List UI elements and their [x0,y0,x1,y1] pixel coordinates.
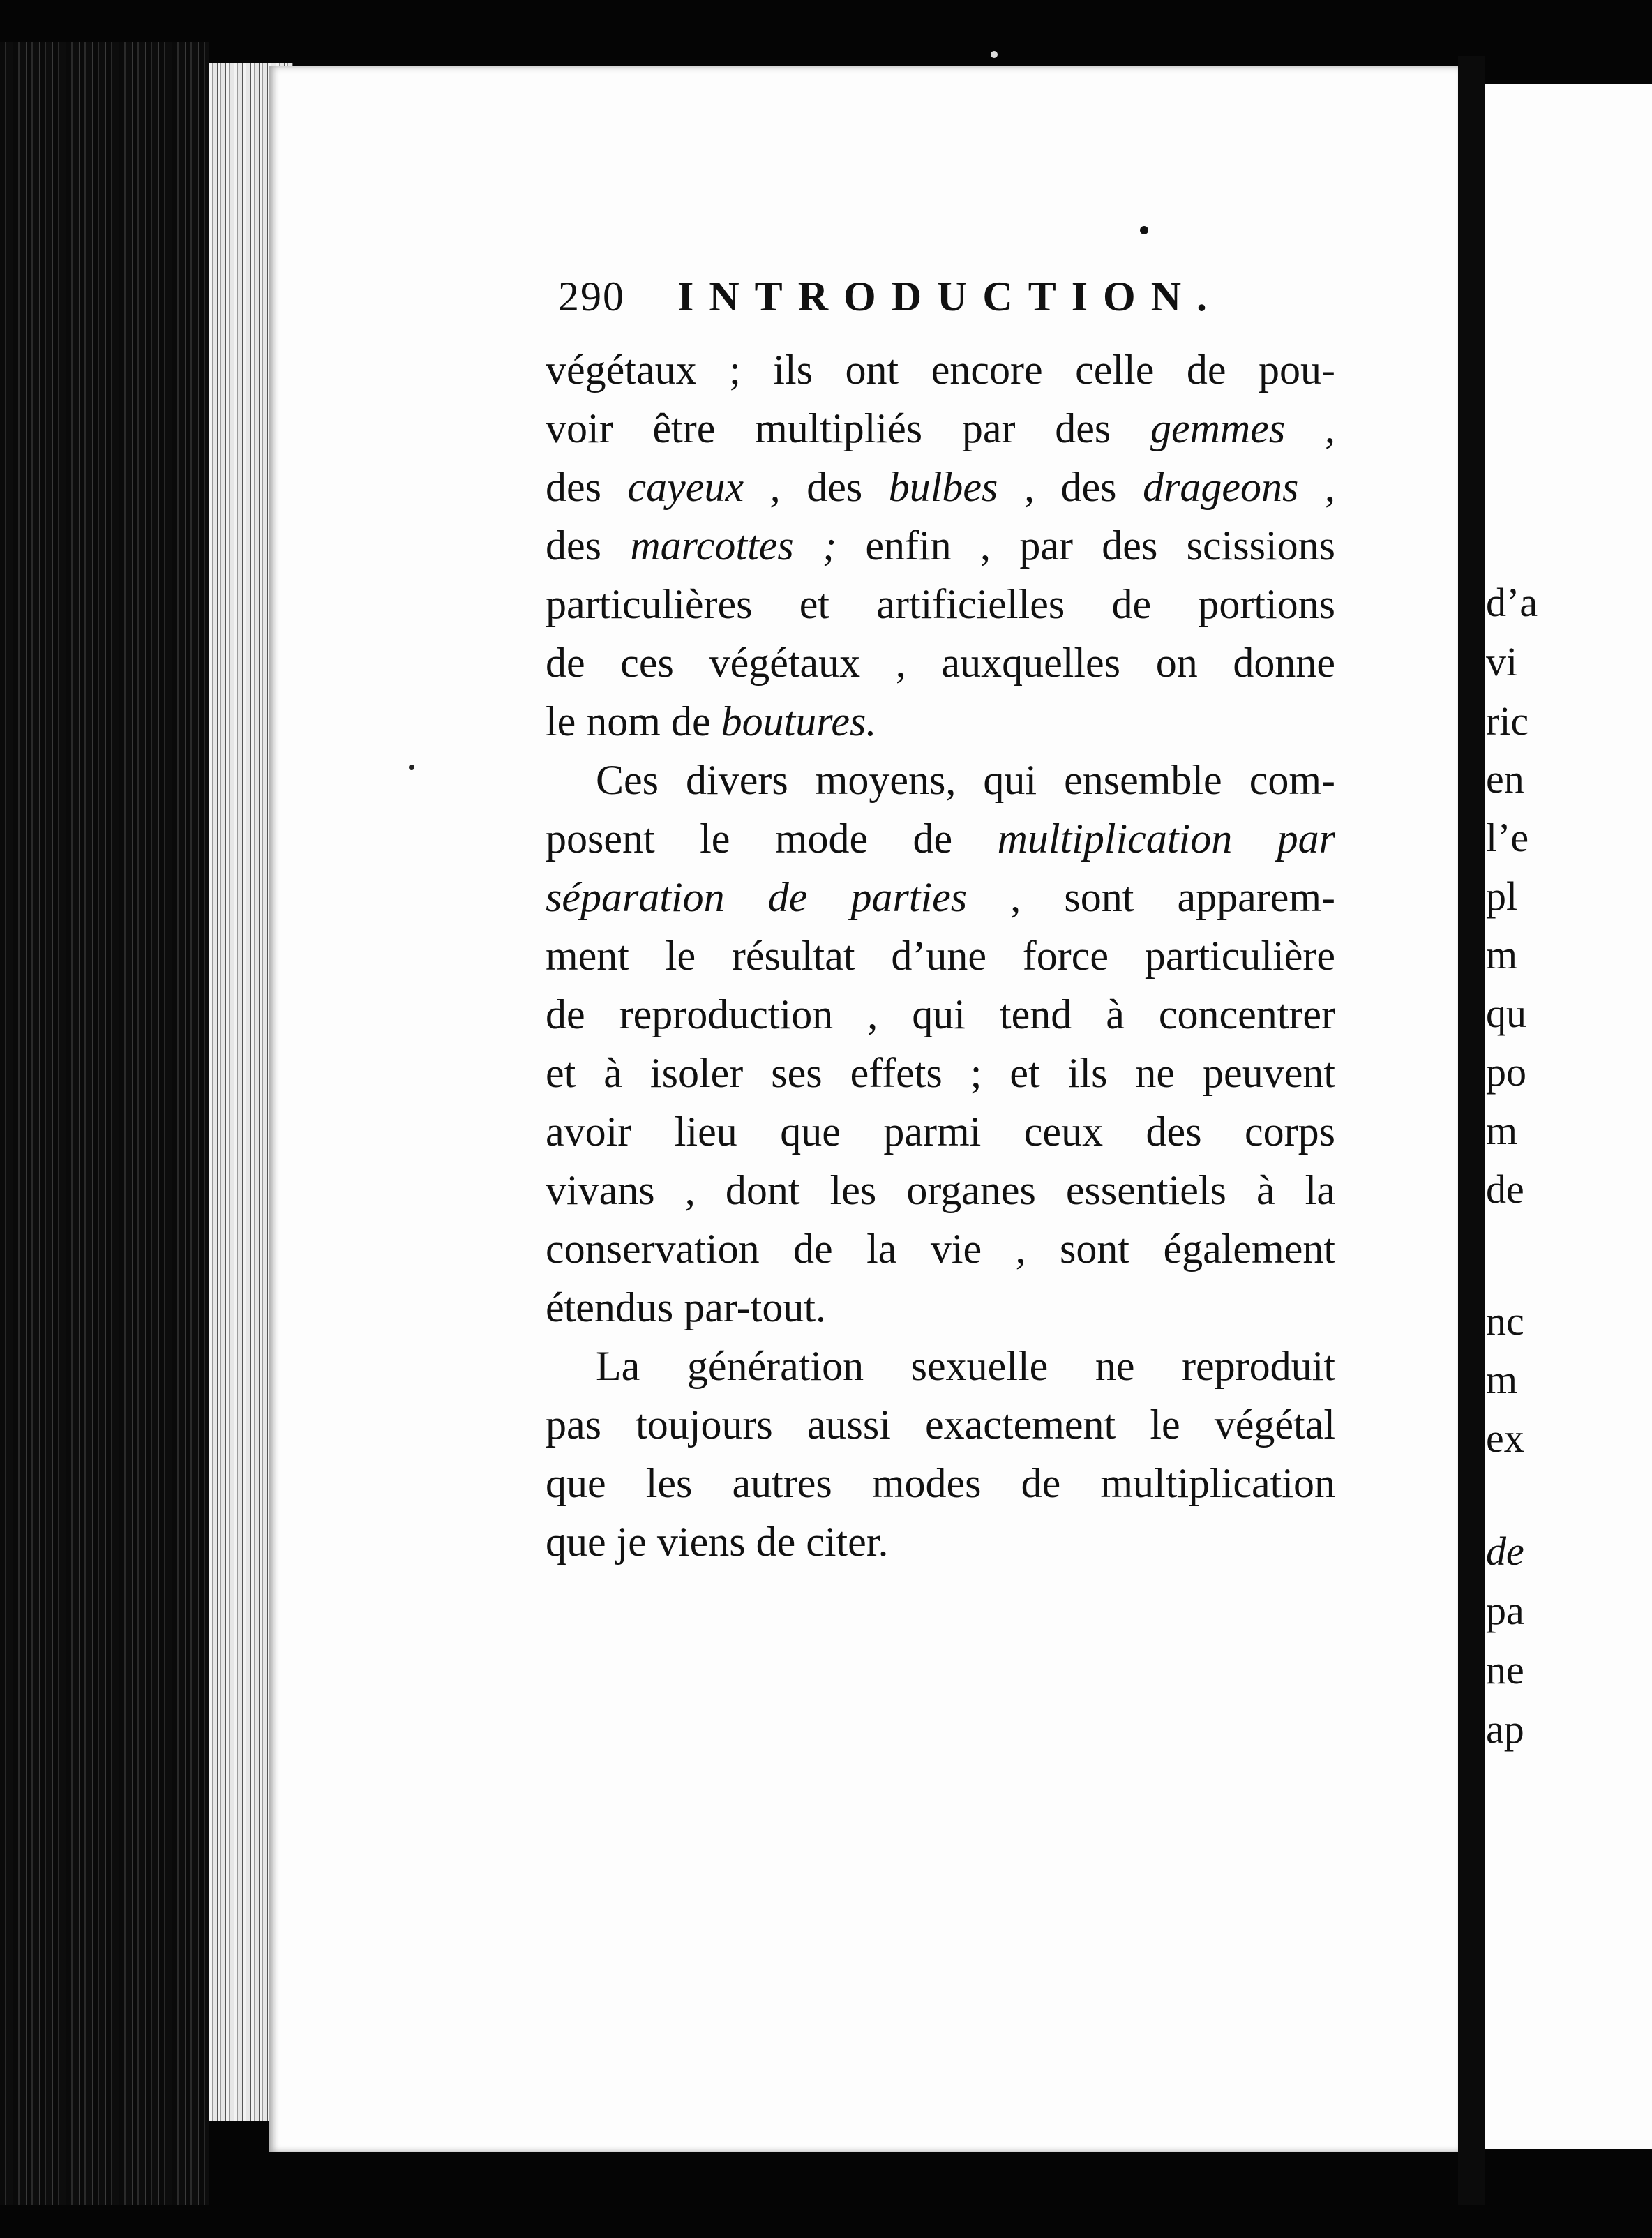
text-segment: des [546,523,631,569]
facing-line-fragment: ap [1486,1706,1524,1752]
facing-line-fragment: l’e [1486,815,1529,860]
text-segment: enfin , par des scissions [836,523,1336,569]
facing-line-fragment: ex [1486,1415,1524,1461]
facing-line-fragment: pa [1486,1588,1524,1633]
text-segment: des [780,464,889,510]
text-line: ment le résultat d’une force particulière [546,933,1335,979]
facing-line-fragment: qu [1486,991,1526,1036]
italic-term: cayeux , [627,464,781,510]
running-title: INTRODUCTION. [677,273,1223,320]
text-segment: des [1034,464,1143,510]
ink-speck [409,765,414,770]
text-line: vivans , dont les organes essentiels à la [546,1167,1335,1213]
italic-term: marcottes ; [630,523,837,569]
italic-term: multiplication par [997,816,1335,862]
text-line: pas toujours aussi exactement le végétal [546,1402,1335,1448]
text-line: que je viens de citer. [546,1519,889,1565]
facing-line-fragment: m [1486,1357,1518,1402]
text-segment: , [1298,464,1335,510]
text-line: La génération sexuelle ne reproduit [596,1343,1335,1389]
facing-line-fragment: d’a [1486,580,1538,625]
page-number: 290 [558,273,625,320]
text-segment: posent le mode de [546,816,998,862]
facing-line-fragment: m [1486,1108,1518,1153]
facing-line-fragment: en [1486,756,1524,802]
facing-line-fragment: ne [1486,1647,1524,1692]
text-line: de ces végétaux , auxquelles on donne [546,640,1335,686]
facing-line-fragment: de [1486,1166,1524,1212]
facing-line-fragment: vi [1486,639,1518,684]
text-line: que les autres modes de multiplication [546,1460,1335,1506]
italic-term: bulbes , [888,464,1035,510]
facing-line-fragment: de [1486,1529,1524,1574]
facing-line-fragment: po [1486,1049,1526,1095]
text-line: conservation de la vie , sont également [546,1226,1335,1272]
italic-term: gemmes [1150,405,1286,451]
facing-line-fragment: nc [1486,1298,1524,1344]
italic-term: boutures. [721,698,877,744]
text-segment: le nom de [546,698,721,744]
text-line: et à isoler ses effets ; et ils ne peuvent [546,1050,1335,1096]
facing-line-fragment: ric [1486,698,1529,744]
text-line: particulières et artificielles de portions [546,581,1335,627]
text-segment: des [546,464,628,510]
text-line: végétaux ; ils ont encore celle de pou- [546,347,1335,393]
text-line: étendus par-tout. [546,1284,827,1330]
text-line: avoir lieu que parmi ceux des corps [546,1109,1335,1155]
ink-speck [1140,226,1148,234]
facing-line-fragment: m [1486,932,1518,977]
italic-term: séparation de parties [546,874,968,920]
text-segment: , [1285,405,1336,451]
text-segment: voir être multipliés par des [546,405,1150,451]
italic-term: drageons [1143,464,1299,510]
facing-line-fragment: pl [1486,873,1518,919]
text-line: de reproduction , qui tend à concentrer [546,991,1335,1037]
text-segment: , sont apparem- [967,874,1335,920]
ink-speck [991,51,998,58]
text-line: Ces divers moyens, qui ensemble com- [596,757,1335,803]
